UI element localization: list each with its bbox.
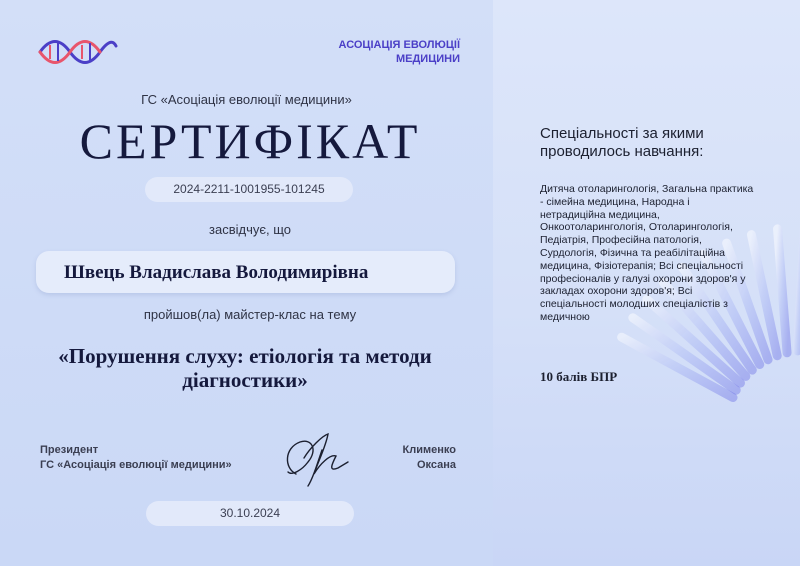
certifies-text: засвідчує, що	[209, 222, 291, 237]
specialties-panel	[493, 0, 800, 566]
association-name: АСОЦІАЦІЯ ЕВОЛЮЦІЇ МЕДИЦИНИ	[338, 39, 460, 65]
signer-name	[368, 443, 456, 473]
dna-helix-icon	[38, 36, 118, 66]
signer-surname: Клименко	[402, 444, 456, 456]
president-organization: ГС «Асоціація еволюції медицини»	[40, 459, 232, 471]
course-topic: «Порушення слуху: етіологія та методи діагностики»	[58, 344, 432, 392]
specialties-list: Дитяча отоларингологія, Загальна практика - сімейна медицина, Народна і нетрадиційна медицина, Онкоотоларингологія, Отоларингологія, Педіатрія, Професійна патологія, Сурдологія, Фізична та реабілітаційна медицина, Фізіотерапія; Всі спеціальності професіоналів у галузі охорони здоров'я у закладах охорони здоров'я; Всі спеціальності молодших спеціалістів з медичною	[540, 183, 754, 323]
organization-name: ГС «Асоціація еволюції медицини»	[141, 92, 352, 107]
specialties-heading: Спеціальності за якими проводилось навчання:	[540, 125, 704, 160]
passed-text: пройшов(ла) майстер-клас на тему	[143, 307, 357, 322]
president-title	[40, 443, 232, 473]
helix-ribbon	[778, 229, 788, 353]
president-label: Президент	[40, 444, 99, 456]
recipient-name: Швець Владислава Володимирівна	[64, 262, 369, 283]
issue-date: 30.10.2024	[146, 501, 354, 526]
signature	[278, 428, 353, 488]
signer-firstname: Оксана	[416, 459, 456, 471]
cpd-points: 10 балів БПР	[540, 369, 618, 384]
certificate-title: СЕРТИФІКАТ	[79, 113, 421, 169]
certificate-number: 2024-2211-1001955-101245	[145, 177, 353, 202]
